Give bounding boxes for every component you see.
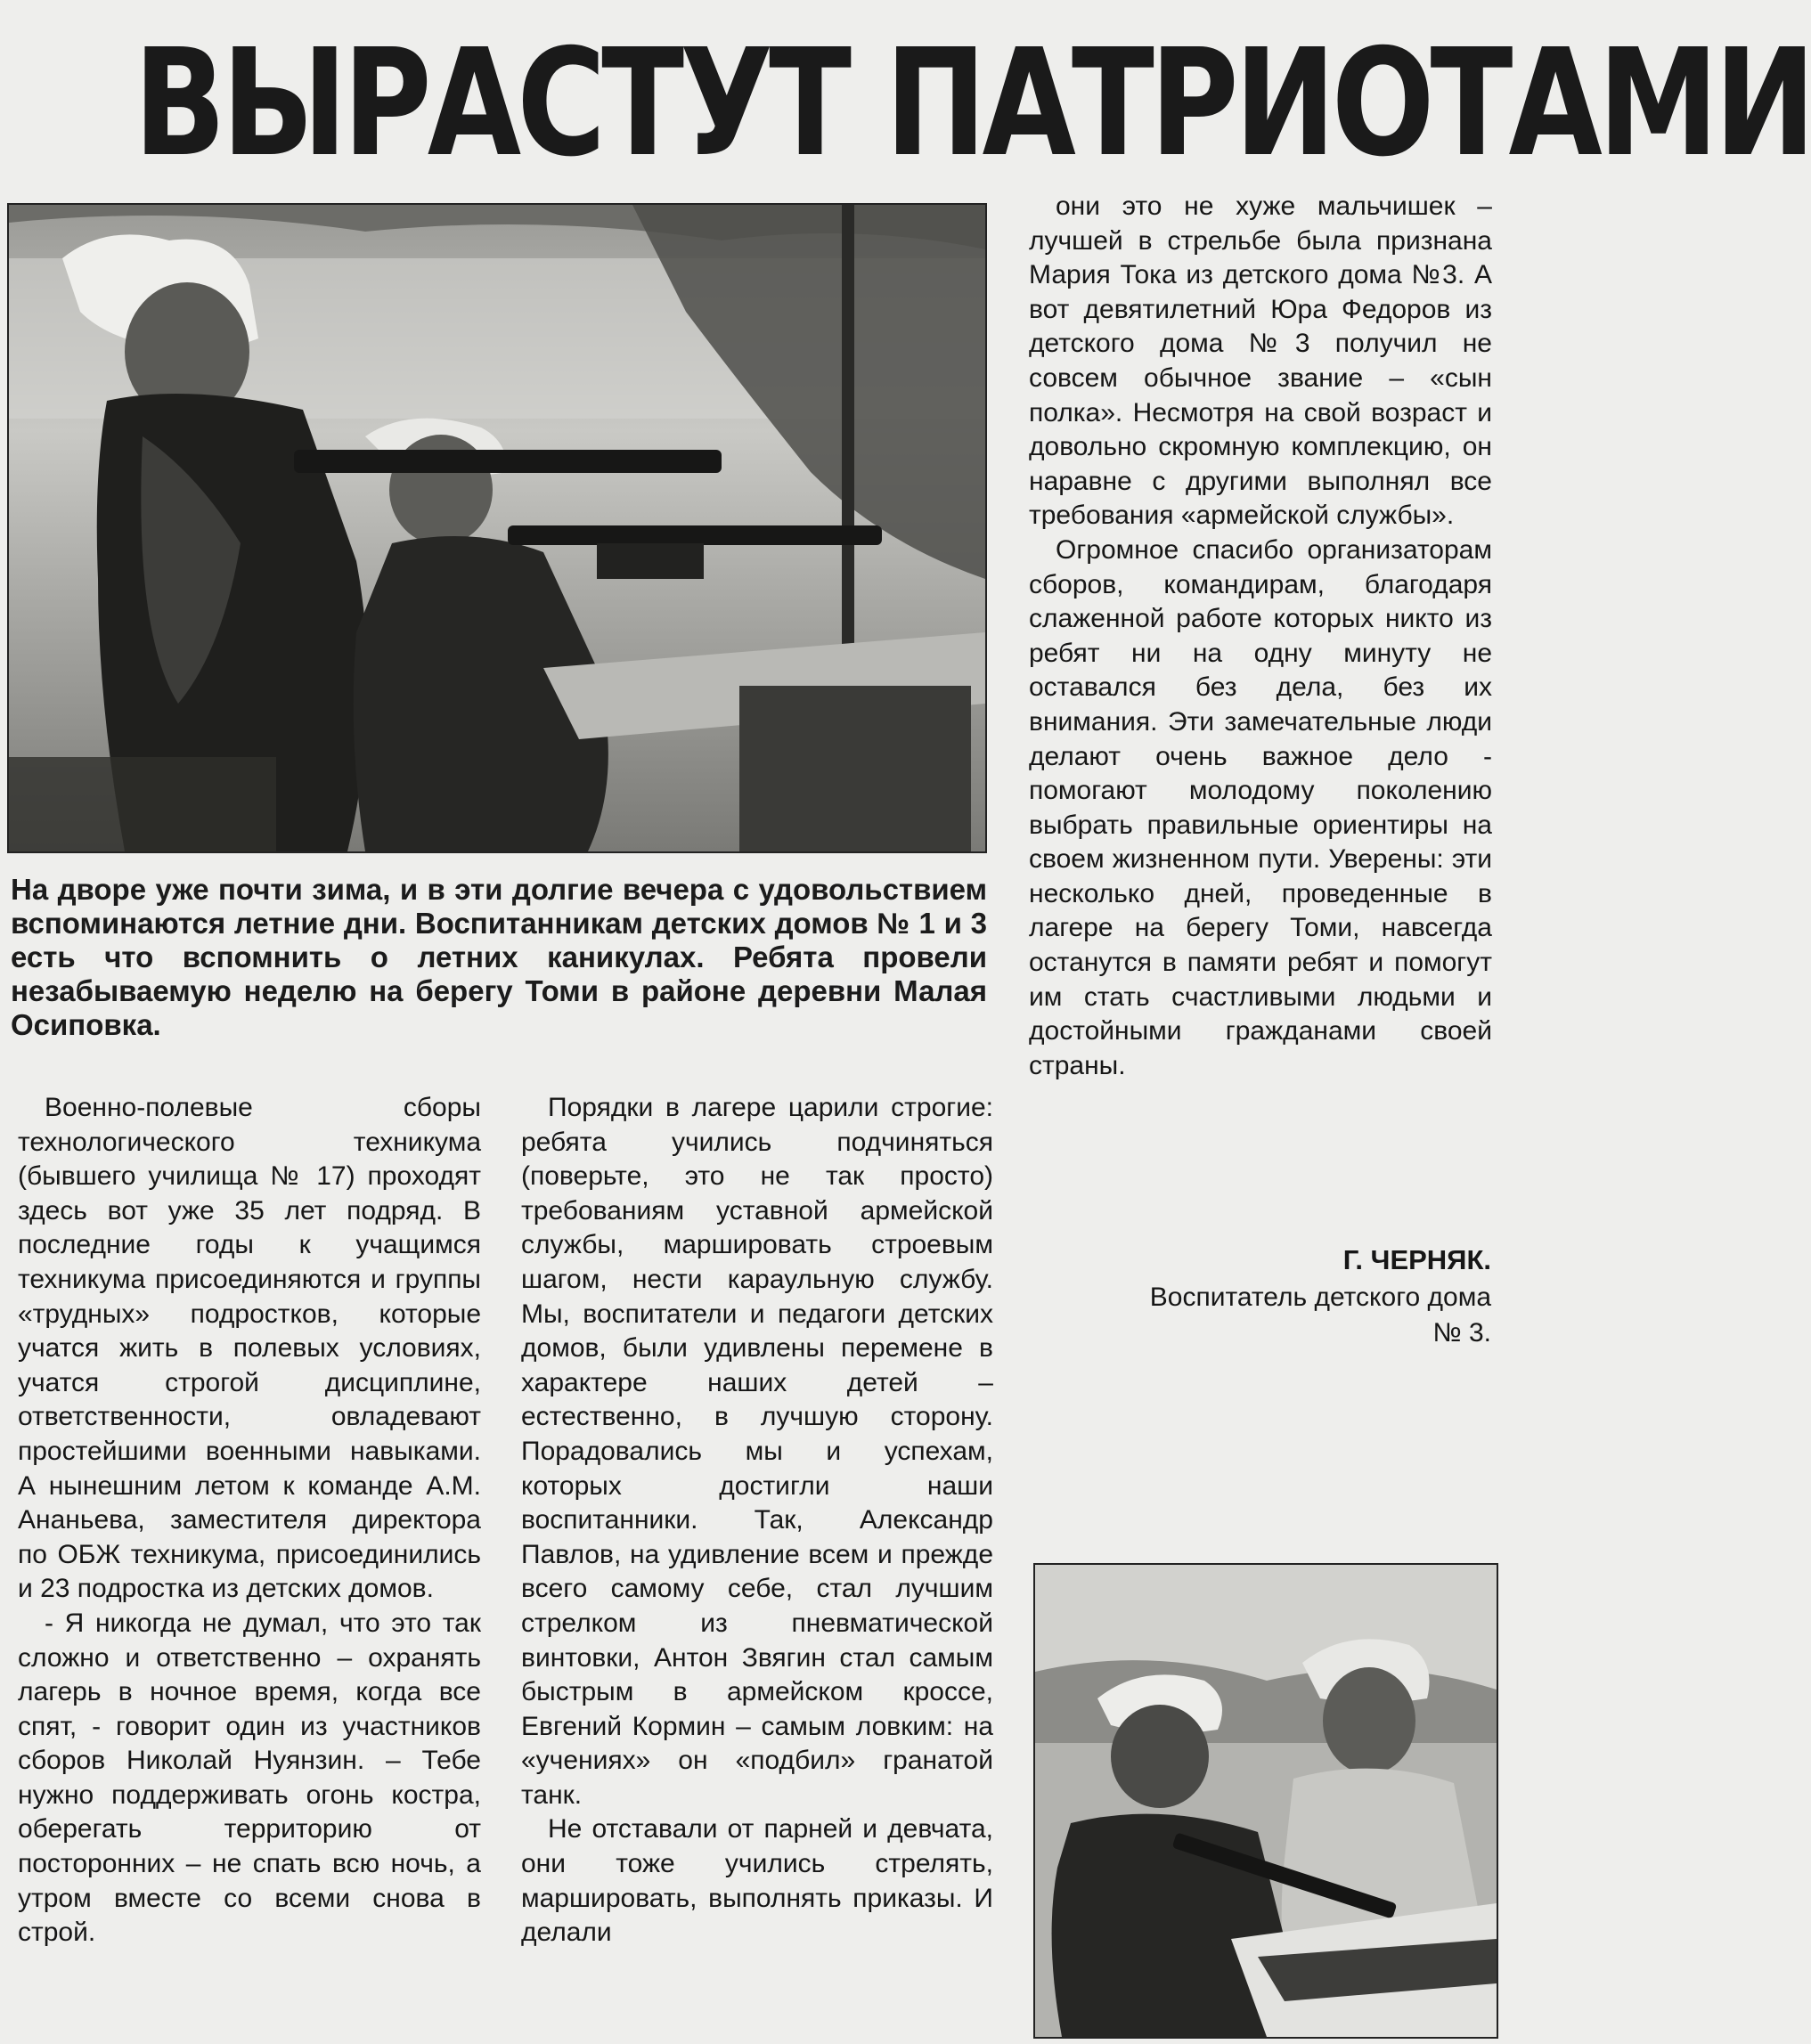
article-column-3: [1029, 190, 1492, 1083]
photo-boys-with-rifle: [1033, 1563, 1498, 2039]
article-column-1: [18, 1091, 481, 1950]
article-paragraph: Военно-полевые сборы технологического техникума (бывшего училища № 17) проходят здесь вот уже 35 лет подряд. В последние годы к учащимся техникума присоединяются и группы «трудных» подростков, которые учатся жить в полевых условиях, учатся строгой дисциплине, ответственности, овладевают простейшими военными навыками. А нынешним летом к команде А.М. Ананьева, заместителя директора по ОБЖ техникума, присоединились и 23 подростка из детских домов.: [18, 1093, 481, 1604]
article-paragraph: Огромное спасибо организаторам сборов, командирам, благодаря слаженной работе которых никто из ребят ни на одну минуту не оставался без дела, без их внимания. Эти замечательные люди делают очень важное дело - помогают молодому поколению выбрать правильные ориентиры на своем жизненном пути. Уверены: эти несколько дней, проведенные в лагере на берегу Томи, навсегда останутся в памяти ребят и помогут им стать счастливыми людьми и достойными гражданами своей страны.: [1029, 534, 1492, 1080]
article-lead: На дворе уже почти зима, и в эти долгие вечера с удовольствием вспоминаются летние дни. Воспитанникам детских домов № 1 и 3 есть что вспомнить о летних каникулах. Ребята провели незабываемую неделю на берегу Томи в районе деревни Малая Осиповка.: [11, 873, 987, 1041]
article-paragraph: они это не хуже мальчишек – лучшей в стрельбе была признана Мария Тока из детского дома №3. А вот девятилетний Юра Федоров из детского дома №3 получил не совсем обычное звание – «сын полка». Несмотря на свой возраст и довольно скромную комплекцию, он наравне с другими выполнял все требования «армейской службы».: [1029, 191, 1492, 531]
article-column-2: [521, 1091, 993, 1950]
photo-boys-shooting: [7, 203, 987, 853]
author-role: Воспитатель детского дома № 3.: [1149, 1283, 1491, 1348]
photo-boys-shooting-image: [9, 205, 985, 851]
article-headline: ВЫРАСТУТ ПАТРИОТАМИ: [134, 18, 1811, 190]
article-paragraph: Не отставали от парней и девчата, они тоже учились стрелять, маршировать, выполнять приказы. И делали: [521, 1814, 993, 1948]
photo-boys-with-rifle-image: [1035, 1565, 1497, 2037]
author-name: Г. ЧЕРНЯК.: [1342, 1244, 1491, 1275]
article-paragraph: Порядки в лагере царили строгие: ребята учились подчиняться (поверьте, это не так просто) требованиям уставной армейской службы, маршировать строевым шагом, нести караульную службу. Мы, воспитатели и педагоги детских домов, были удивлены перемене в характере наших детей – естественно, в лучшую сторону. Порадовались мы и успехам, которых достигли наши воспитанники. Так, Александр Павлов, на удивление всем и прежде всего самому себе, стал лучшим стрелком из пневматической винтовки, Антон Звягин стал самым быстрым в армейском кроссе, Евгений Кормин – самым ловким: на «учениях» он «подбил» гранатой танк.: [521, 1093, 993, 1810]
article-paragraph: - Я никогда не думал, что это так сложно и ответственно – охранять лагерь в ночное время, когда все спят, - говорит один из участников сборов Николай Нуянзин. – Тебе нужно поддерживать огонь костра, оберегать территорию от посторонних – не спать всю ночь, а утром вместе со всеми снова в строй.: [18, 1608, 481, 1948]
